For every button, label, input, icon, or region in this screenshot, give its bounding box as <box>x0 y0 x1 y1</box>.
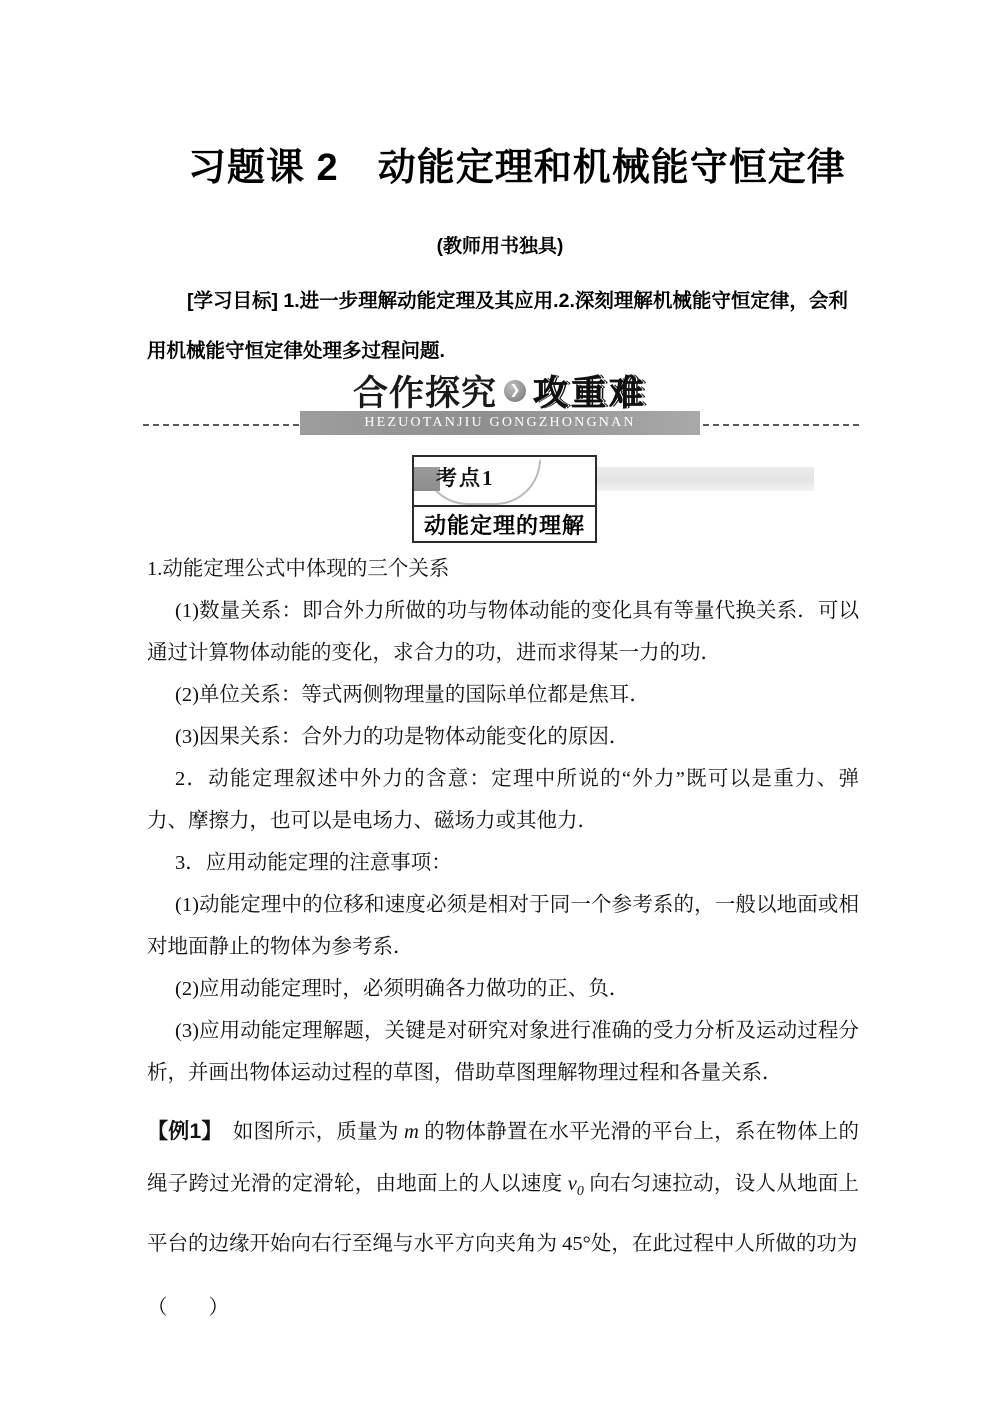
body-paragraph-4: (1)动能定理中的位移和速度必须是相对于同一个参考系的，一般以地面或相对地面静止的物体为参考系． <box>147 894 859 958</box>
variable-velocity: $v_0$ <box>567 1173 584 1200</box>
chevron-right-icon: ❯ <box>504 380 526 402</box>
body-paragraph-5: (2)应用动能定理时，必须明确各力做功的正、负． <box>175 978 630 1000</box>
banner-pinyin-band: HEZUOTANJIU GONGZHONGNAN <box>300 411 700 435</box>
learning-objectives-tag: [学习目标] <box>187 290 278 312</box>
example-problem <box>147 1094 859 1270</box>
banner-title <box>0 366 1000 416</box>
learning-objectives <box>147 276 859 376</box>
body-paragraph-2: (2)单位关系：等式两侧物理量的国际单位都是焦耳． <box>175 684 650 706</box>
section-banner <box>0 366 1000 438</box>
page-title: 习题课 2 动能定理和机械能守恒定律 <box>188 147 846 189</box>
kaodian-topic-name: 动能定理的理解 <box>423 513 585 538</box>
body-paragraph-1: (1)数量关系：即合外力所做的功与物体动能的变化具有等量代换关系．可以通过计算物体动能的变化，求合力的功，进而求得某一力的功． <box>147 600 859 664</box>
example-answer-brackets: （ ） <box>147 1297 229 1320</box>
variable-mass: m <box>403 1121 419 1143</box>
kaodian-divider <box>414 505 595 507</box>
kaodian-box <box>412 455 597 543</box>
body-heading-3: 3．应用动能定理的注意事项： <box>175 852 452 874</box>
learning-objectives-text: 1.进一步理解动能定理及其应用.2.深刻理解机械能守恒定律，会利用机械能守恒定律处理多过程问题. <box>147 290 848 362</box>
body-heading-2: 2．动能定理叙述中外力的含意：定理中所说的“外力”既可以是重力、弹力、摩擦力，也可以是电场力、磁场力或其他力． <box>147 768 859 832</box>
body-paragraph-3: (3)因果关系：合外力的功是物体动能变化的原因． <box>175 726 630 748</box>
example-text-c: 向右匀速拉动，设人从地面上平台的边缘开始向右行至绳与水平方向夹角为 45°处，在此过程中人所做的功为 <box>147 1173 860 1256</box>
banner-title-left: 合作探究 <box>352 374 497 413</box>
body-heading-1: 1.动能定理公式中体现的三个关系 <box>147 558 450 580</box>
example-text-a: 如图所示，质量为 <box>232 1121 404 1143</box>
example-tag: 【例1】 <box>147 1120 213 1143</box>
kaodian-label: 考点1 <box>436 466 495 490</box>
body-paragraph-6: (3)应用动能定理解题，关键是对研究对象进行准确的受力分析及运动过程分析，并画出物体运动过程的草图，借助草图理解物理过程和各量关系． <box>147 1020 859 1084</box>
teacher-edition-note: (教师用书独具) <box>436 236 564 257</box>
body-content <box>147 548 859 1334</box>
banner-title-right: 攻重难 <box>533 374 648 413</box>
example-text-b: 的物体静置在水平光滑的平台上，系在物体上的绳子跨过光滑的定滑轮，由地面上的人以速度 <box>147 1121 860 1195</box>
